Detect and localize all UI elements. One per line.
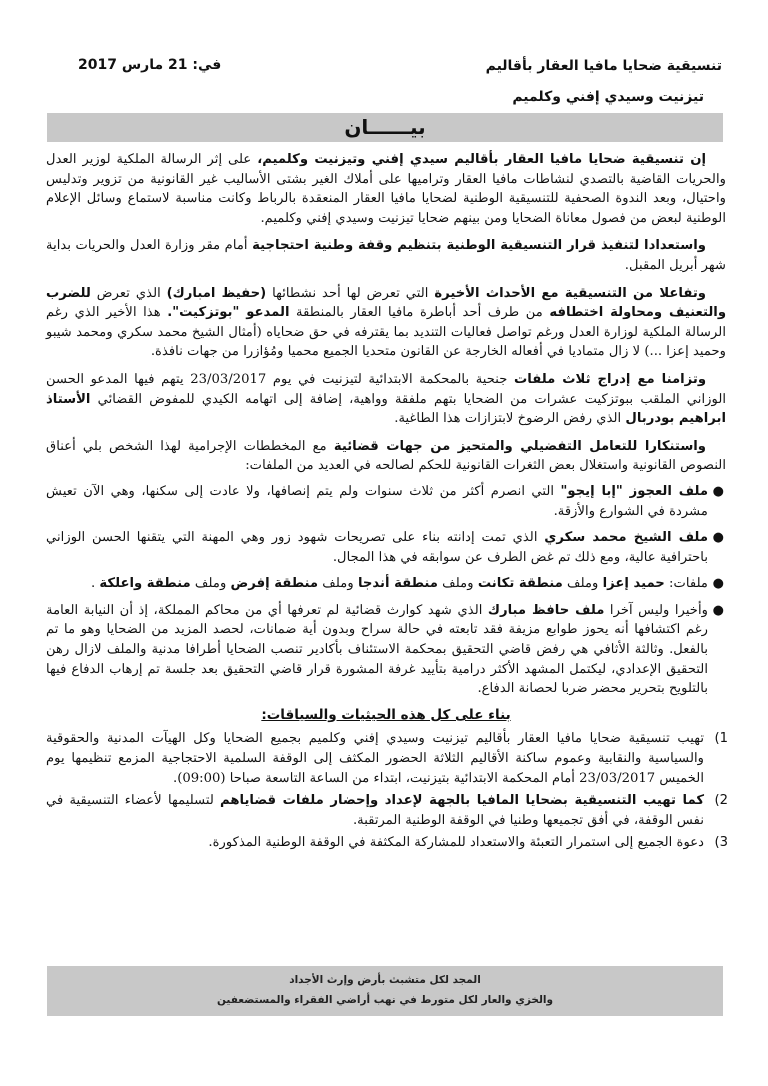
case-text: التي انصرم أكثر من ثلاث سنوات ولم يتم إنصافها، ولا عادت إلى سكنها، وهي الآن تعيش مشردة في الشوارع والأزقة. [46,483,708,519]
paragraph-recent-events [46,284,726,362]
files-text-1: جنحية بالمحكمة الابتدائية لتيزنيت في يوم 23/03/2017 يتهم فيها المدعو الحسن الوزاني الملقب ببوتزكيت عشرات من الضحايا بتهم ملفقة وواهية، إضافة إلى اتهامه الكيدي للمفوض القضائي [46,371,726,407]
bullet-dot: ● [712,530,724,546]
events-bold-3: للضرب والتعنيف ومحاولة اختطافه [46,285,727,321]
case-text: الذي شهد كوارث قضائية لم تعرفها أي من محاكم المملكة، إذ أن النيابة العامة رغم اكتشافها أنه يحوز طوابع مزيفة فقد تابعته في حالة سراح وبدون أية ضمانات، لحصد المزيد من الضحايا وهو ما تم بالفعل. وثالثة الأثافي هي رفض قاضي التحقيق بمحكمة الاستئناف بأكادير تنصب الضحايا أطرافا مدنية والملف لازال رهن التحقيق الإعدادي، ليكتمل المشهد الأكثر درامية بتأييد غرفة المشورة قرار قاضي التحقيق بعد جلسة تم إرهاب الدفاع فيها بالتلويح بتحرير محضر ضربا لحصانة الدفاع. [46,602,708,697]
intro-text: على إثر الرسالة الملكية لوزير العدل والحريات القاضية بالتصدي لنشاطات مافيا العقار وترامیها على أملاك الغير بشتى الأساليب غير القانونية من تزوير وتدليس واحتيال، وبعد الندوة الصحفية للتنسيقية الوطنية لضحايا مافيا العقار المنعقدة بالرباط وكانت مناسبة لاستماع وسائل الإعلام الوطنية لبعض من فصول معاناة الضحايا ومن بينهم ضحايا تيزنيت وسيدي إفني وكلميم. [46,152,726,226]
decision-number: 2) [714,793,728,809]
condemnation-bold: واستنكارا للتعامل التفضيلي والمتحيز من جهات قضائية [333,438,706,454]
case-list [46,482,726,699]
files-text-2: الذي رفض الرضوخ لابتزازات هذا الطاغية. [394,411,626,427]
decision-item-2 [46,791,728,830]
document-date: في: 21 مارس 2017 [78,57,222,73]
events-text-3: من طرف أحد أباطرة مافيا العقار بالمنطقة [289,305,550,321]
slogan-line-1: المجد لكل متشبث بأرض وإرث الأجداد [289,974,481,986]
events-bold-1: وتفاعلا من التنسيقية مع الأحداث الأخيرة [434,285,706,301]
statement-title: بيــــــان [47,113,723,142]
events-bold-2: (حفيظ امبارك) [166,285,267,301]
case-name: منطقة تكانت [477,576,563,592]
decisions-heading: بناء على كل هذه الحيثيات والسياقات: [261,706,511,723]
case-title: ملف حافظ مبارك [487,602,605,618]
events-bold-4: المدعو "بوتزكيت". [167,305,290,321]
decision-text: دعوة الجميع إلى استمرار التعبئة والاستعداد للمشاركة المكثفة في الوقفة الوطنية المذكورة. [208,835,704,851]
paragraph-condemnation [46,437,726,476]
files-bold-1: وتزامنا مع إدراج ثلاث ملفات [514,371,707,387]
case-name: منطقة أندجا [357,576,438,592]
case-title: ملف العجوز "إبا إيجو" [560,483,708,499]
paragraph-court-files [46,370,726,429]
case-item-other-files [46,574,724,594]
organization-header [382,55,722,108]
case-name: منطقة إفرض [230,576,319,592]
paragraph-preparation [46,236,726,275]
case-item-sekri [46,528,724,567]
decision-text: تهيب تنسيقية ضحايا مافيا العقار بأقاليم تيزنيت وسيدي إفني وكلميم بجميع الضحايا وكل الهيآت المدنية والحقوقية والسياسية والنقابية وعموم ساكنة الأقاليم الثلاثة الحضور المكثف إلى الوقفة السلمية الاحتجاجية المزمع تنظيمها يوم الخميس 23/03/2017 أمام المحكمة الابتدائية بتيزنيت، ابتداء من الساعة التاسعة صباحا (09:00). [46,731,704,786]
case-name: حميد إعزا [602,576,665,592]
decisions-list [46,729,726,853]
slogan-line-2: والخزي والعار لكل متورط في نهب أراضي الفقراء والمستضعفين [216,994,554,1006]
events-text-1: التي تعرض لها أحد نشطائها [266,285,435,301]
case-text: وأخيرا وليس آخرا [604,602,708,618]
bullet-dot: ● [712,576,724,592]
decision-number: 3) [714,835,728,851]
case-text: الذي تمت إدانته بناء على تصريحات شهود زور وهي المهنة التي يتقنها الحسن الوزاني باحترافية عالية، ومع ذلك تم غض الطرف عن سوابقه في هذا المجال. [46,530,708,565]
bullet-dot: ● [712,602,724,618]
case-item-hafid-mbarek [46,601,724,699]
bullet-dot: ● [712,483,724,499]
files-bold-2: الأستاذ ابراهيم بودربال [46,391,726,427]
condemnation-text: مع المخططات الإجرامية لهذا الشخص بلي أعناق النصوص القانونية واستغلال بعض الثغرات القانونية للحكم لصالحه في العديد من الملفات: [46,438,726,474]
case-name: منطقة واعلكة [99,576,191,592]
paragraph-intro [46,150,726,228]
decision-bold: كما تهيب التنسيقية بضحايا المافيا بالجهة لإعداد وإحضار ملفات قضاياهم [220,793,704,809]
decision-item-1 [46,729,728,788]
case-text: ملفات: [664,576,708,592]
case-title: ملف الشيخ محمد سكري [544,530,708,546]
slogan-footer [47,966,723,1016]
intro-bold: إن تنسيقية ضحايا مافيا العقار بأقاليم سيدي إفني وتيزنيت وكلميم، [257,152,706,167]
case-text: وملف [318,576,358,592]
org-name-line2: تيزنيت وسيدي إفني وكلميم [512,89,704,105]
decision-item-3 [46,833,728,853]
decision-number: 1) [714,731,728,747]
events-text-4: هذا الأخير الذي رغم الرسالة الملكية لوزارة العدل ورغم تواصل فعاليات التنديد بما يقترفه في حق ضحاياه (أمثال الشيخ محمد سكري ومحمد شيبو وحميد إعزا ...) لا زال متماديا في أفعاله الخارجة عن القانون متحديا الجميع محميا ومُؤازرا من جهات نافذة. [46,305,726,360]
preparation-bold: واستعدادا لتنفيذ قرار التنسيقية الوطنية بتنظيم وقفة وطنية احتجاجية [252,238,706,254]
statement-body [46,150,726,856]
case-text: وملف [437,576,478,592]
preparation-text: أمام مقر وزارة العدل والحريات بداية شهر أبريل المقبل. [46,238,726,273]
events-text-2: الذي تعرض [90,285,167,301]
org-name-line1: تنسيقية ضحايا مافيا العقار بأقاليم [485,58,722,74]
case-text: وملف [562,576,603,592]
decision-text: لتسليمها لأعضاء التنسيقية في نفس الوقفة، في أفق تجميعها وطنيا في الوقفة الوطنية المرتقبة. [46,793,704,828]
case-item-ibba-ijjo [46,482,724,521]
case-text: وملف [190,576,231,592]
case-text: . [91,576,100,592]
